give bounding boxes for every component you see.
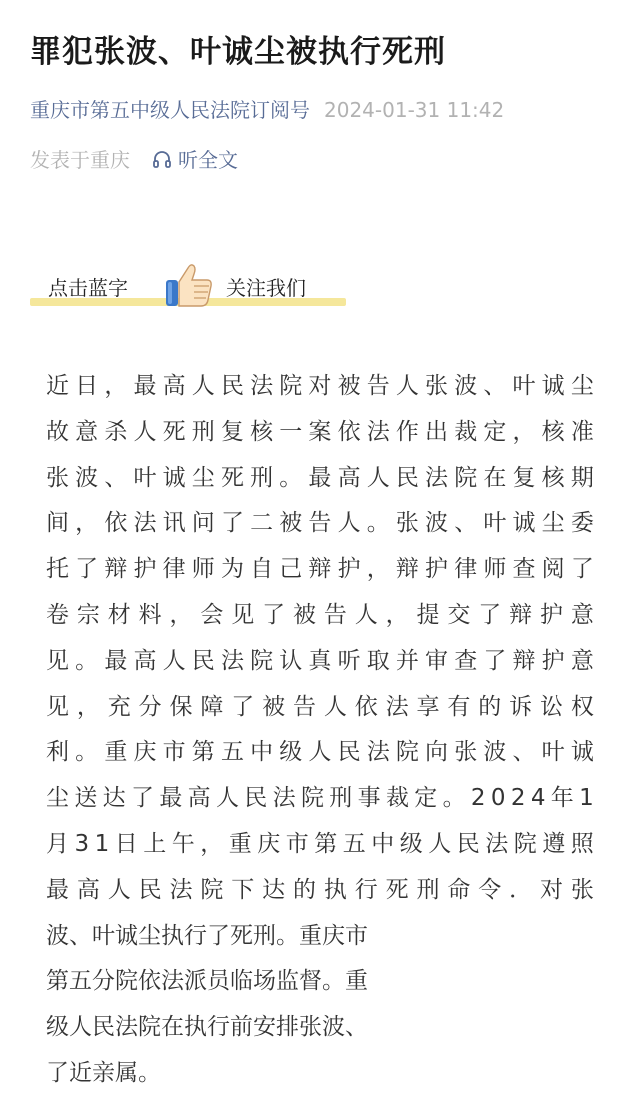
body-line: 月 3 1 日 上 午 ， 重 庆 市 第 五 中 级 人 民 法 院 遵 照 (46, 830, 594, 857)
article-body (46, 364, 594, 1097)
body-line: 张 波 、 叶 诚 尘 死 刑 。 最 高 人 民 法 院 在 复 核 期 (46, 464, 594, 491)
listen-label: 听全文 (178, 148, 238, 172)
follow-text-right: 关注我们 (226, 276, 306, 300)
body-line: 了近亲属。 (46, 1059, 161, 1086)
account-name-link[interactable]: 重庆市第五中级人民法院订阅号 (30, 98, 310, 122)
follow-text-left: 点击蓝字 (48, 276, 128, 300)
body-line: 故 意 杀 人 死 刑 复 核 一 案 依 法 作 出 裁 定 ， 核 准 (46, 418, 594, 445)
body-line: 波、叶诚尘执行了死刑。重庆市 (46, 922, 368, 949)
listen-full-text-button[interactable] (152, 144, 238, 173)
body-line: 间 ， 依 法 讯 问 了 二 被 告 人 。 张 波 、 叶 诚 尘 委 (46, 510, 594, 537)
publish-location: 发表于重庆 (30, 148, 130, 172)
body-line: 近 日 ， 最 高 人 民 法 院 对 被 告 人 张 波 、 叶 诚 尘 (46, 373, 594, 399)
follow-banner[interactable] (30, 262, 346, 310)
body-line: 第五分院依法派员临场监督。重 (46, 968, 368, 995)
body-line: 托 了 辩 护 律 师 为 自 己 辩 护 ， 辩 护 律 师 查 阅 了 (46, 556, 594, 583)
body-line: 见 。 最 高 人 民 法 院 认 真 听 取 并 审 查 了 辩 护 意 (46, 647, 594, 674)
thumbs-up-icon (164, 262, 214, 308)
body-line: 最 高 人 民 法 院 下 达 的 执 行 死 刑 命 令 ． 对 张 (46, 876, 594, 903)
body-line: 利 。 重 庆 市 第 五 中 级 人 民 法 院 向 张 波 、 叶 诚 (46, 739, 594, 766)
body-line: 级人民法院在执行前安排张波、 (46, 1014, 368, 1041)
body-line: 卷 宗 材 料 ， 会 见 了 被 告 人 ， 提 交 了 辩 护 意 (46, 601, 594, 628)
body-line: 尘 送 达 了 最 高 人 民 法 院 刑 事 裁 定 。 2 0 2 4 年 1 (46, 785, 594, 812)
article-meta-secondary (30, 144, 238, 173)
article-title: 罪犯张波、叶诚尘被执行死刑 (30, 34, 446, 70)
publish-time: 2024-01-31 11:42 (324, 98, 505, 122)
headphones-icon (152, 149, 172, 169)
body-line: 见 ， 充 分 保 障 了 被 告 人 依 法 享 有 的 诉 讼 权 (46, 693, 594, 720)
article-meta (30, 94, 620, 123)
